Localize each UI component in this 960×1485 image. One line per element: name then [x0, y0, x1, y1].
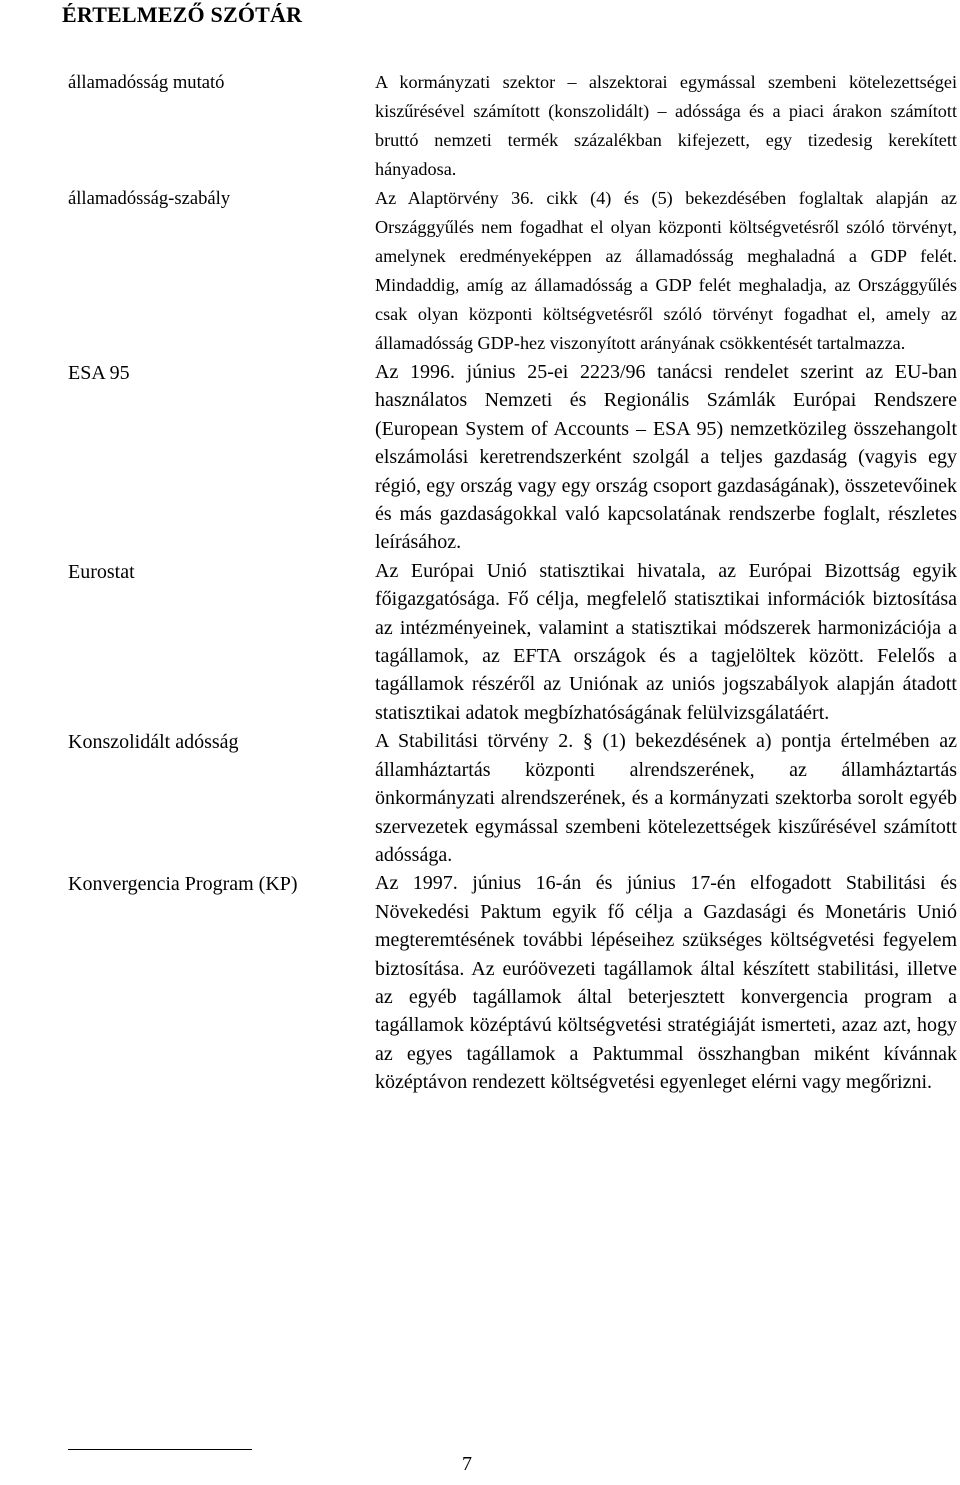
- glossary-term: Konszolidált adósság: [68, 731, 239, 754]
- glossary-term: államadósság mutató: [68, 72, 225, 93]
- glossary-definition: [375, 869, 957, 1096]
- glossary-definition: [375, 184, 957, 358]
- footer-divider: [68, 1449, 252, 1450]
- glossary-definition: [375, 68, 957, 184]
- glossary-entry-konszolidalt-adossag: [68, 727, 960, 869]
- glossary-entry-konvergencia-program: [68, 869, 960, 1096]
- glossary-definition: [375, 358, 957, 557]
- definition-text: A kormányzati szektor – alszektorai egymással szembeni kötelezettségei kiszűrésével számított (konszolidált) – adóssága és a piaci árakon számított bruttó nemzeti termék százalékban kifejezett, egy tizedesig kerekített hányadosa.: [375, 72, 957, 179]
- glossary-definition: [375, 557, 957, 727]
- definition-text: Az 1997. június 16-án és június 17-én elfogadott Stabilitási és Növekedési Paktum egyik fő célja a Gazdasági és Monetáris Unió megteremtésének további lépéseihez szükséges költségvetési fegyelem biztosítása. Az euróövezeti tagállamok által készített stabilitási, illetve az egyéb tagállamok által beterjesztett konvergencia program a tagállamok középtávú költségvetési stratégiáját ismerteti, azaz azt, hogy az egyes tagállamok a Paktummal összhangban miként kívánnak középtávon rendezett költségvetési egyenleget elérni vagy megőrizni.: [375, 872, 957, 1094]
- definition-text: Az Alaptörvény 36. cikk (4) és (5) bekezdésében foglaltak alapján az Országgyűlés nem fogadhat el olyan központi költségvetésről szóló törvényt, amelynek eredményeképpen az államadósság meghaladná a GDP felét. Mindaddig, amíg az államadósság a GDP felét meghaladja, az Országgyűlés csak olyan központi költségvetésről szóló törvényt fogadhat el, amely az államadósság GDP-hez viszonyított arányának csökkentését tartalmazza.: [375, 188, 957, 353]
- glossary-term: Eurostat: [68, 560, 135, 583]
- glossary-term: Konvergencia Program (KP): [68, 873, 298, 896]
- page-title: ÉRTELMEZŐ SZÓTÁR: [62, 2, 303, 27]
- glossary-entry-esa-95: [68, 358, 960, 557]
- glossary-definition: [375, 727, 957, 869]
- glossary-term: ESA 95: [68, 362, 130, 384]
- glossary-entry-eurostat: [68, 557, 960, 727]
- glossary-entry-allamadossag-szabaly: [68, 184, 960, 358]
- page-number: 7: [462, 1453, 472, 1475]
- definition-text: Az 1996. június 25-ei 2223/96 tanácsi rendelet szerint az EU-ban használatos Nemzeti és Regionális Számlák Európai Rendszere (European System of Accounts – ESA 95) nemzetközileg összehangolt elszámolási keretrendszerként szolgál a teljes gazdaság (vagyis egy régió, egy ország vagy egy ország csoport gazdaságának), összetevőinek és más gazdaságokkal való kapcsolatának rendszerbe foglalt, részletes leírásához.: [375, 361, 957, 554]
- glossary-list: [68, 68, 960, 1097]
- definition-text: Az Európai Unió statisztikai hivatala, az Európai Bizottság egyik főigazgatósága. Fő célja, megfelelő statisztikai információk biztosítása az intézményeinek, valamint a statisztikai módszerek harmonizációja a tagállamok, az EFTA országok és a tagjelöltek között. Felelős a tagállamok részéről az Uniónak az uniós jogszabályok alapján átadott statisztikai adatok megbízhatóságának felülvizsgálatáért.: [375, 559, 957, 724]
- definition-text: A Stabilitási törvény 2. § (1) bekezdésének a) pontja értelmében az államháztartás központi alrendszerének, az államháztartás önkormányzati alrendszerének, és a kormányzati szektorba sorolt egyéb szervezetek egymással szembeni kötelezettségek kiszűrésével számított adóssága.: [375, 730, 957, 866]
- glossary-entry-allamadossag-mutato: [68, 68, 960, 184]
- glossary-term: államadósság-szabály: [68, 188, 231, 209]
